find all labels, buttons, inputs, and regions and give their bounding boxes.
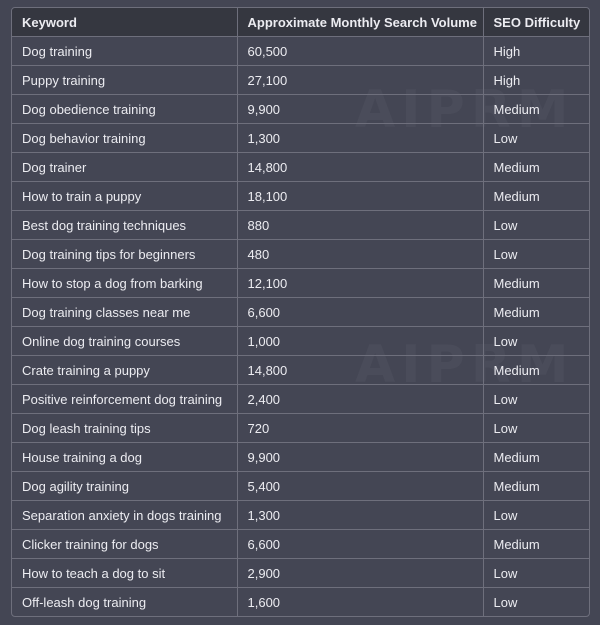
seo-difficulty-cell: Medium xyxy=(483,153,589,182)
table-row xyxy=(12,356,589,385)
keyword-cell: Puppy training xyxy=(12,66,237,95)
search-volume-cell: 2,900 xyxy=(237,559,483,588)
table-row xyxy=(12,501,589,530)
seo-difficulty-cell: Low xyxy=(493,594,518,610)
keyword-cell: How to train a puppy xyxy=(12,182,237,211)
table-row xyxy=(12,385,589,414)
search-volume-cell: 5,400 xyxy=(237,472,483,501)
seo-difficulty-cell: Medium xyxy=(483,182,589,211)
seo-difficulty-cell: Medium xyxy=(483,530,589,559)
keyword-cell: Off-leash dog training xyxy=(12,588,237,617)
search-volume-cell: 880 xyxy=(237,211,483,240)
header-seo-difficulty: SEO Difficulty xyxy=(483,8,589,37)
table-header xyxy=(12,8,589,37)
table-row xyxy=(12,95,589,124)
seo-difficulty-cell: Medium xyxy=(483,269,589,298)
search-volume-cell: 60,500 xyxy=(237,37,483,66)
table-row xyxy=(12,240,589,269)
table-row xyxy=(12,269,589,298)
seo-difficulty-cell: Medium xyxy=(483,95,589,124)
keyword-cell: Clicker training for dogs xyxy=(12,530,237,559)
table-row xyxy=(12,124,589,153)
table-row xyxy=(12,559,589,588)
table-row xyxy=(12,298,589,327)
search-volume-cell: 720 xyxy=(237,414,483,443)
search-volume-cell: 14,800 xyxy=(237,356,483,385)
search-volume-cell: 27,100 xyxy=(237,66,483,95)
search-volume-cell: 1,000 xyxy=(237,327,483,356)
keyword-cell: Dog training classes near me xyxy=(12,298,237,327)
seo-difficulty-cell: High xyxy=(483,37,589,66)
table-row xyxy=(12,182,589,211)
keyword-cell: Separation anxiety in dogs training xyxy=(12,501,237,530)
table-row xyxy=(12,414,589,443)
table-row xyxy=(12,66,589,95)
header-keyword: Keyword xyxy=(12,8,237,37)
keyword-cell: Dog obedience training xyxy=(12,95,237,124)
table-row xyxy=(12,443,589,472)
seo-difficulty-cell: Low xyxy=(483,327,589,356)
table-row xyxy=(12,153,589,182)
search-volume-cell: 1,600 xyxy=(237,588,483,617)
table-body xyxy=(12,37,589,617)
keyword-cell: Dog agility training xyxy=(12,472,237,501)
table-row xyxy=(12,37,589,66)
keyword-cell: How to stop a dog from barking xyxy=(12,269,237,298)
keyword-table-container xyxy=(11,7,590,617)
keyword-cell: Dog behavior training xyxy=(12,124,237,153)
seo-difficulty-cell: Low xyxy=(483,240,589,269)
seo-difficulty-cell: Medium xyxy=(483,298,589,327)
keyword-cell: Dog training tips for beginners xyxy=(12,240,237,269)
search-volume-cell: 480 xyxy=(237,240,483,269)
seo-difficulty-cell: Medium xyxy=(483,472,589,501)
search-volume-cell: 9,900 xyxy=(237,95,483,124)
keyword-cell: Positive reinforcement dog training xyxy=(12,385,237,414)
header-search-volume: Approximate Monthly Search Volume xyxy=(237,8,483,37)
table-row xyxy=(12,588,589,617)
keyword-cell: Dog training xyxy=(12,37,237,66)
keyword-cell: Dog trainer xyxy=(12,153,237,182)
search-volume-cell: 6,600 xyxy=(237,298,483,327)
table-row xyxy=(12,327,589,356)
table-row xyxy=(12,211,589,240)
header-row xyxy=(12,8,589,37)
keyword-cell: Dog leash training tips xyxy=(12,414,237,443)
search-volume-cell: 18,100 xyxy=(237,182,483,211)
search-volume-cell: 1,300 xyxy=(237,501,483,530)
seo-difficulty-cell: High xyxy=(483,66,589,95)
keyword-cell: House training a dog xyxy=(12,443,237,472)
keyword-table xyxy=(12,8,589,616)
seo-difficulty-cell: Low xyxy=(483,211,589,240)
table-row xyxy=(12,472,589,501)
seo-difficulty-cell: Low xyxy=(483,559,589,588)
search-volume-cell: 6,600 xyxy=(237,530,483,559)
search-volume-cell: 2,400 xyxy=(237,385,483,414)
keyword-cell: How to teach a dog to sit xyxy=(12,559,237,588)
search-volume-cell: 9,900 xyxy=(237,443,483,472)
keyword-cell: Best dog training techniques xyxy=(12,211,237,240)
seo-difficulty-cell: Low xyxy=(483,385,589,414)
seo-difficulty-cell: Low xyxy=(483,414,589,443)
keyword-cell: Crate training a puppy xyxy=(12,356,237,385)
seo-difficulty-cell: Low xyxy=(483,501,589,530)
table-row xyxy=(12,530,589,559)
seo-difficulty-cell: Medium xyxy=(483,443,589,472)
seo-difficulty-cell: Medium xyxy=(483,356,589,385)
keyword-cell: Online dog training courses xyxy=(12,327,237,356)
search-volume-cell: 1,300 xyxy=(237,124,483,153)
search-volume-cell: 14,800 xyxy=(237,153,483,182)
search-volume-cell: 12,100 xyxy=(237,269,483,298)
seo-difficulty-cell: Low xyxy=(483,124,589,153)
